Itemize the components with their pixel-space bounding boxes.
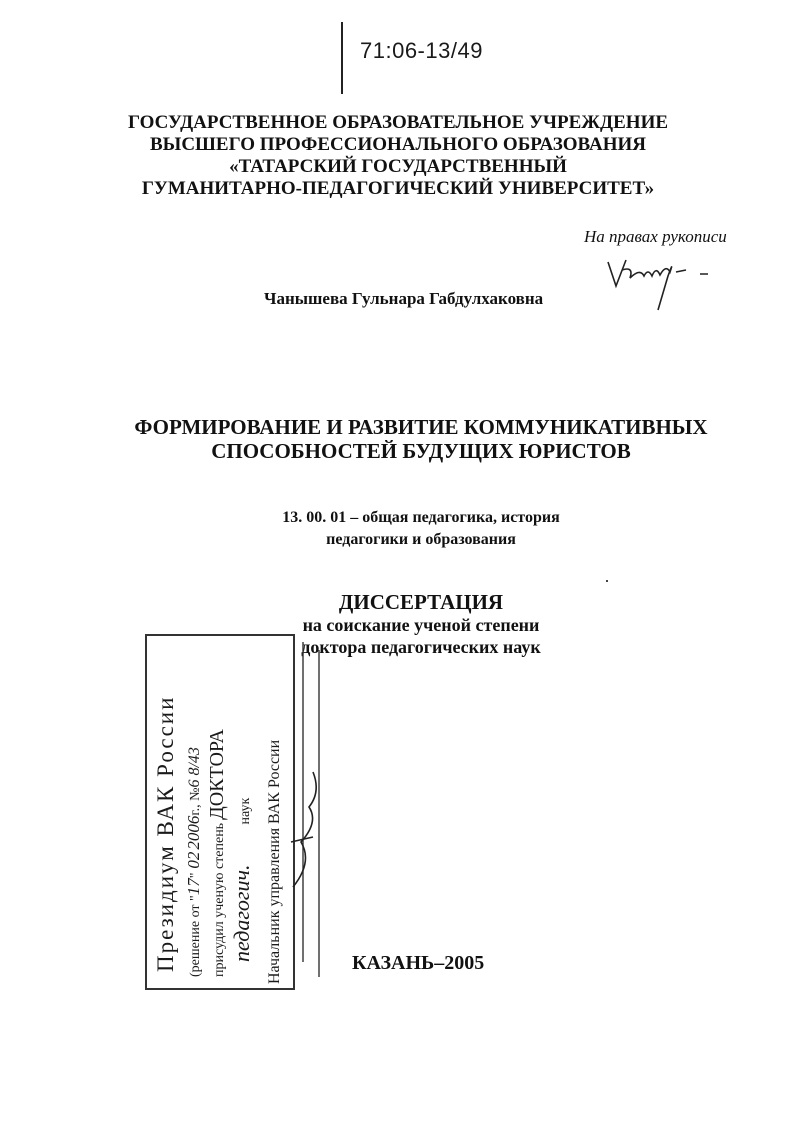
institution-line: ВЫСШЕГО ПРОФЕССИОНАЛЬНОГО ОБРАЗОВАНИЯ (150, 134, 646, 155)
title-line: ФОРМИРОВАНИЕ И РАЗВИТИЕ КОММУНИКАТИВНЫХ (134, 415, 708, 439)
degree-line: доктора педагогических наук (301, 637, 541, 657)
author-signature (600, 248, 720, 318)
specialty-code (0, 507, 796, 551)
degree-line: на соискание ученой степени (302, 615, 540, 635)
city-year: КАЗАНЬ–2005 (352, 952, 485, 974)
stamp-line-presidium: Президиум ВАК России (153, 695, 178, 972)
degree-sought (0, 614, 796, 658)
scan-speck (606, 580, 608, 582)
header-divider (341, 22, 343, 94)
stamp-line-degree: присудил ученую степеньДОКТОРА (206, 729, 228, 977)
institution-line: «ТАТАРСКИЙ ГОСУДАРСТВЕННЫЙ (229, 156, 567, 177)
manuscript-rights: На правах рукописи (584, 227, 727, 246)
institution-line: ГУМАНИТАРНО-ПЕДАГОГИЧЕСКИЙ УНИВЕРСИТЕТ» (141, 178, 655, 199)
title-line: СПОСОБНОСТЕЙ БУДУЩИХ ЮРИСТОВ (211, 439, 631, 463)
specialty-line: педагогики и образования (326, 531, 516, 548)
institution-header (0, 112, 796, 200)
stamp-line-field: педагогич.наук (229, 797, 254, 962)
stamp-line-head: Начальник управления ВАК России (266, 739, 283, 984)
stamp-line-decision: (решение от "17"022006г., №6 8/43 (184, 747, 203, 977)
dissertation-title (0, 415, 796, 463)
institution-line: ГОСУДАРСТВЕННОЕ ОБРАЗОВАТЕЛЬНОЕ УЧРЕЖДЕНИЕ (127, 112, 669, 133)
work-type: ДИССЕРТАЦИЯ (338, 590, 504, 614)
vak-approval-stamp (143, 632, 321, 992)
author-name: Чанышева Гульнара Габдулхаковна (264, 289, 544, 308)
specialty-line: 13. 00. 01 – общая педагогика, история (282, 509, 560, 526)
catalog-code: 71:06-13/49 (360, 38, 483, 63)
